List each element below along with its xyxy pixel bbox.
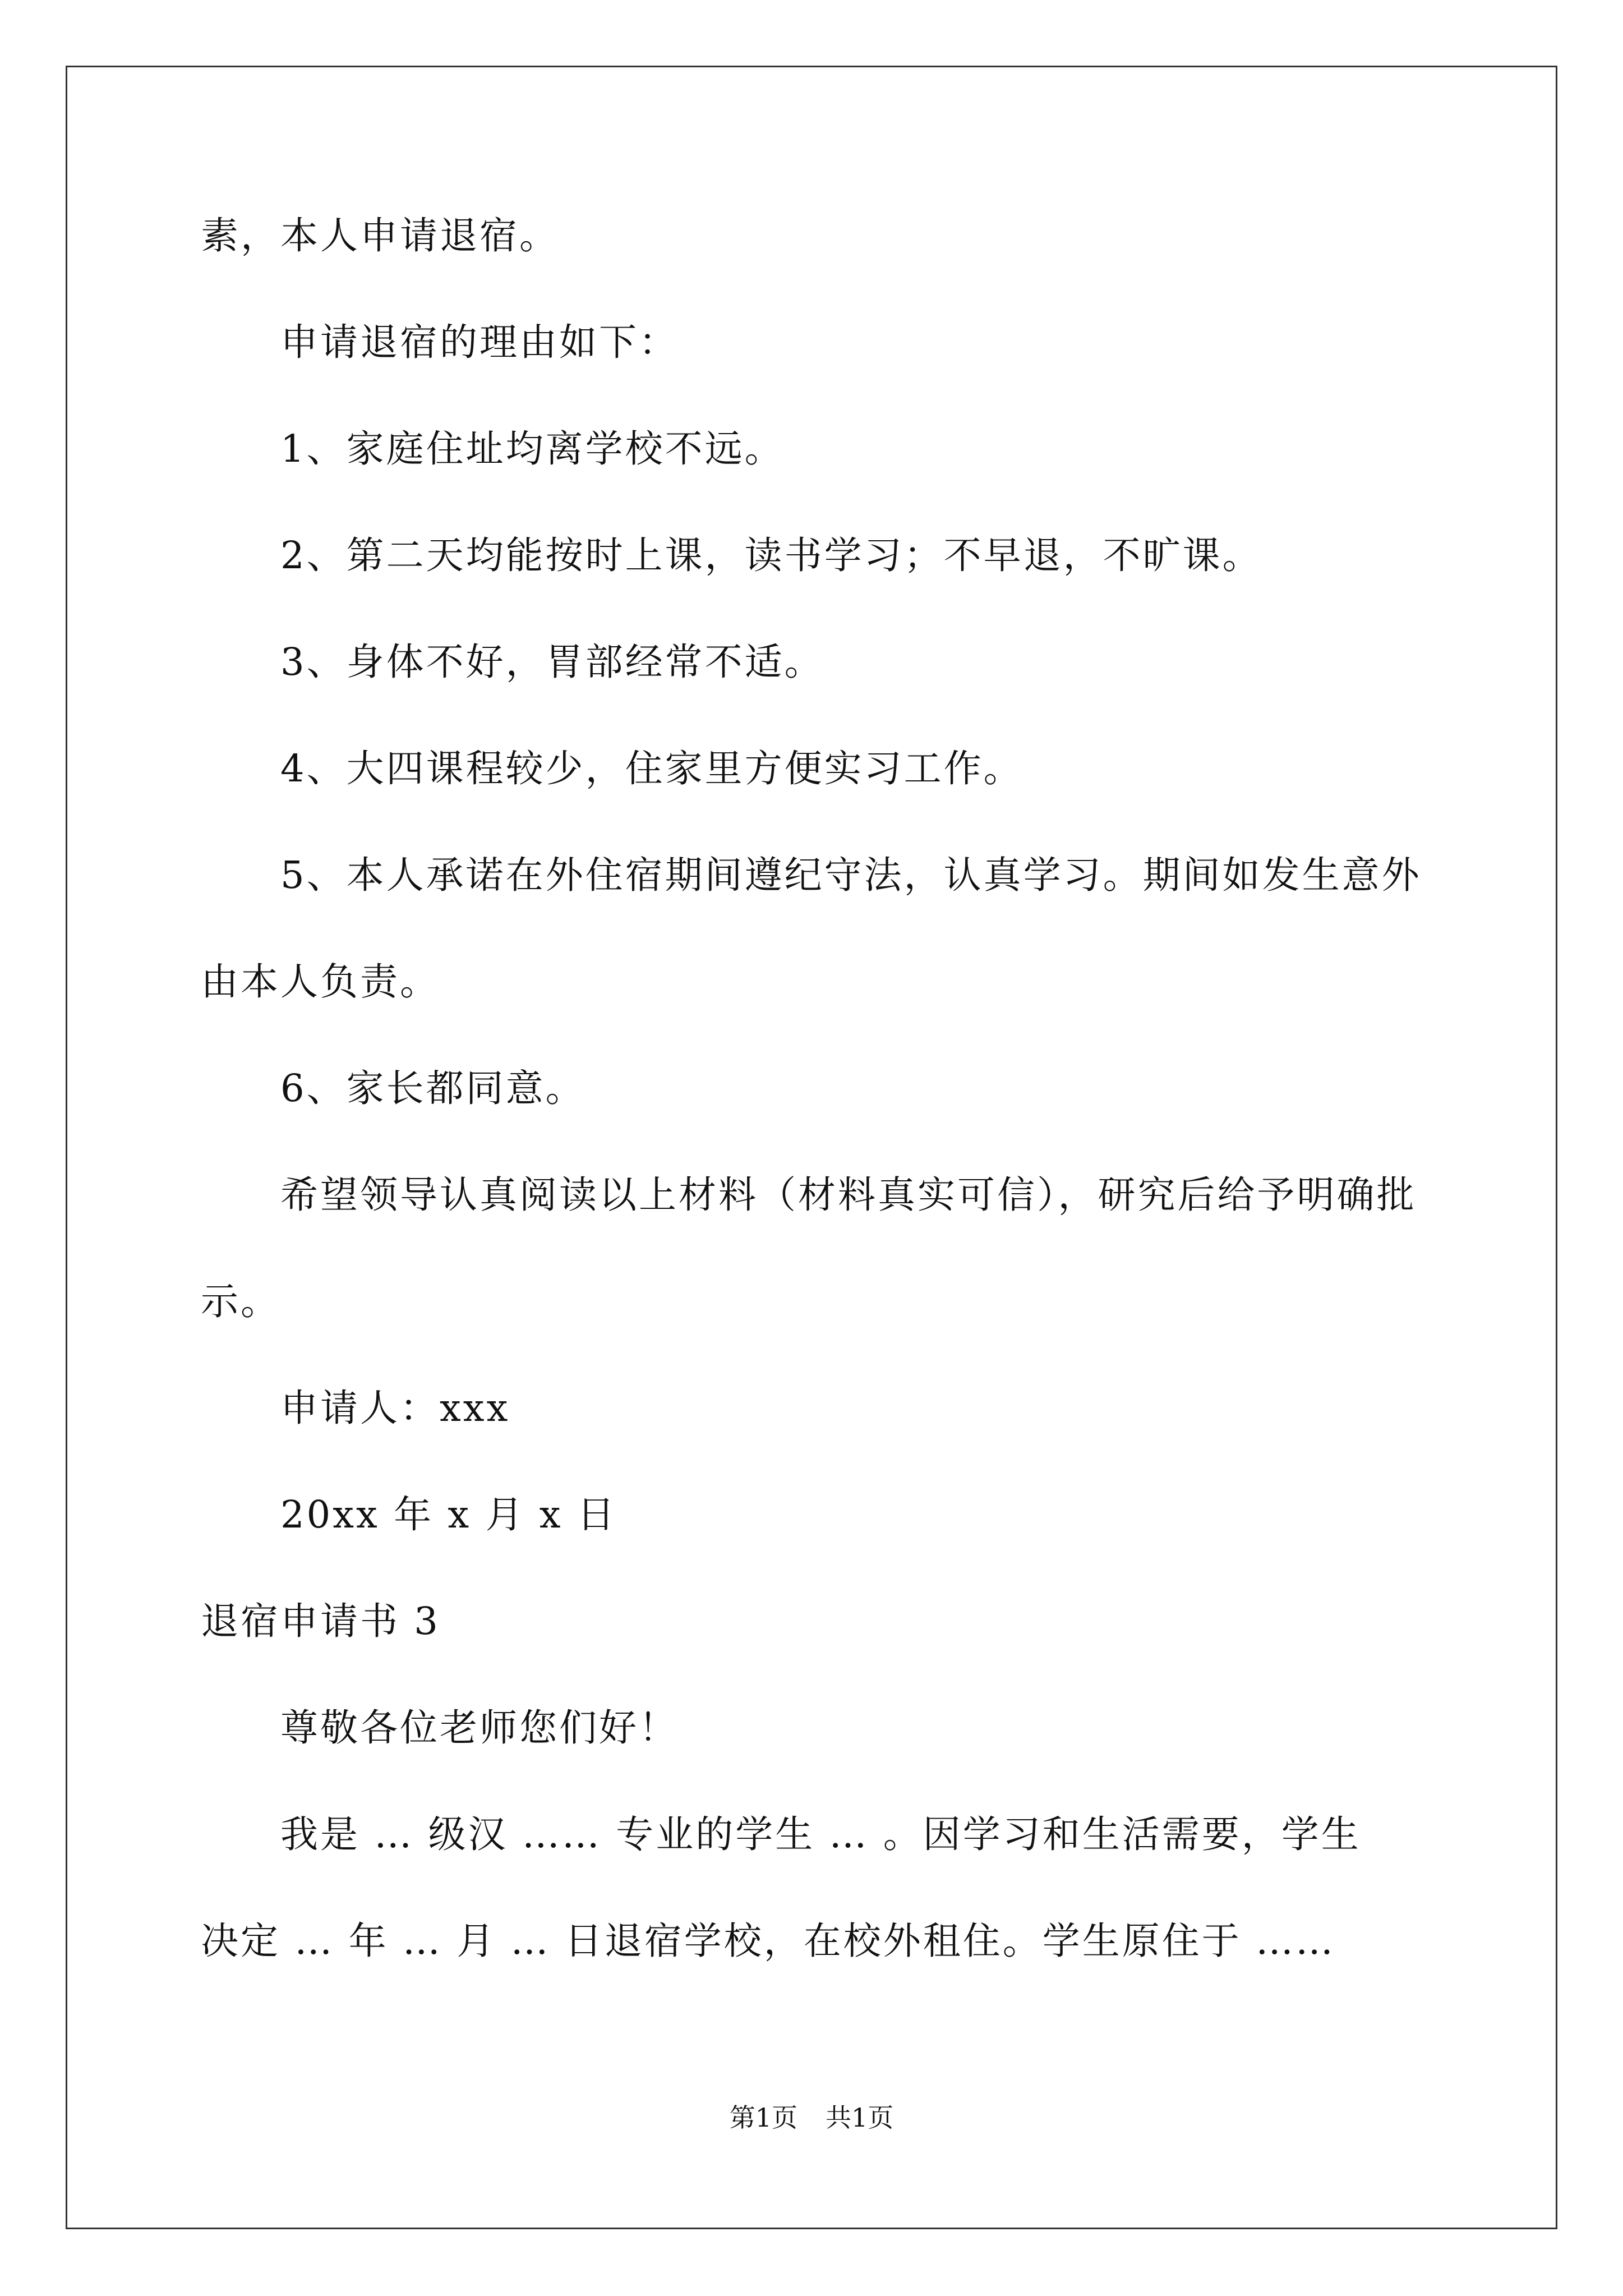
section-title: 退宿申请书 3 xyxy=(201,1599,440,1643)
page-footer xyxy=(0,2101,1623,2134)
text-line: 申请退宿的理由如下： xyxy=(280,320,679,364)
salutation: 尊敬各位老师您们好！ xyxy=(280,1706,679,1750)
text-line: 素，本人申请退宿。 xyxy=(201,214,559,257)
page-border xyxy=(66,66,1557,2229)
list-item: 1、家庭住址均离学校不远。 xyxy=(280,427,785,471)
list-item: 2、第二天均能按时上课，读书学习；不早退，不旷课。 xyxy=(280,533,1262,577)
applicant-line: 申请人：xxx xyxy=(280,1386,510,1430)
page-total: 共1页 xyxy=(826,2102,894,2133)
text-line: 决定 … 年 … 月 … 日退宿学校，在校外租住。学生原住于 …… xyxy=(201,1919,1336,1963)
list-item: 3、身体不好，胃部经常不适。 xyxy=(280,640,824,684)
list-item: 6、家长都同意。 xyxy=(280,1066,585,1110)
text-line: 由本人负责。 xyxy=(201,960,440,1004)
list-item: 5、本人承诺在外住宿期间遵纪守法，认真学习。期间如发生意外 xyxy=(280,853,1422,897)
date-line: 20xx 年 x 月 x 日 xyxy=(280,1493,617,1536)
list-item: 4、大四课程较少，住家里方便实习工作。 xyxy=(280,747,1023,790)
page-number: 第1页 xyxy=(729,2102,797,2133)
text-line: 希望领导认真阅读以上材料（材料真实可信），研究后给予明确批 xyxy=(280,1173,1417,1217)
text-line: 我是 … 级汉 …… 专业的学生 … 。因学习和生活需要，学生 xyxy=(280,1812,1361,1856)
text-line: 示。 xyxy=(201,1280,280,1323)
